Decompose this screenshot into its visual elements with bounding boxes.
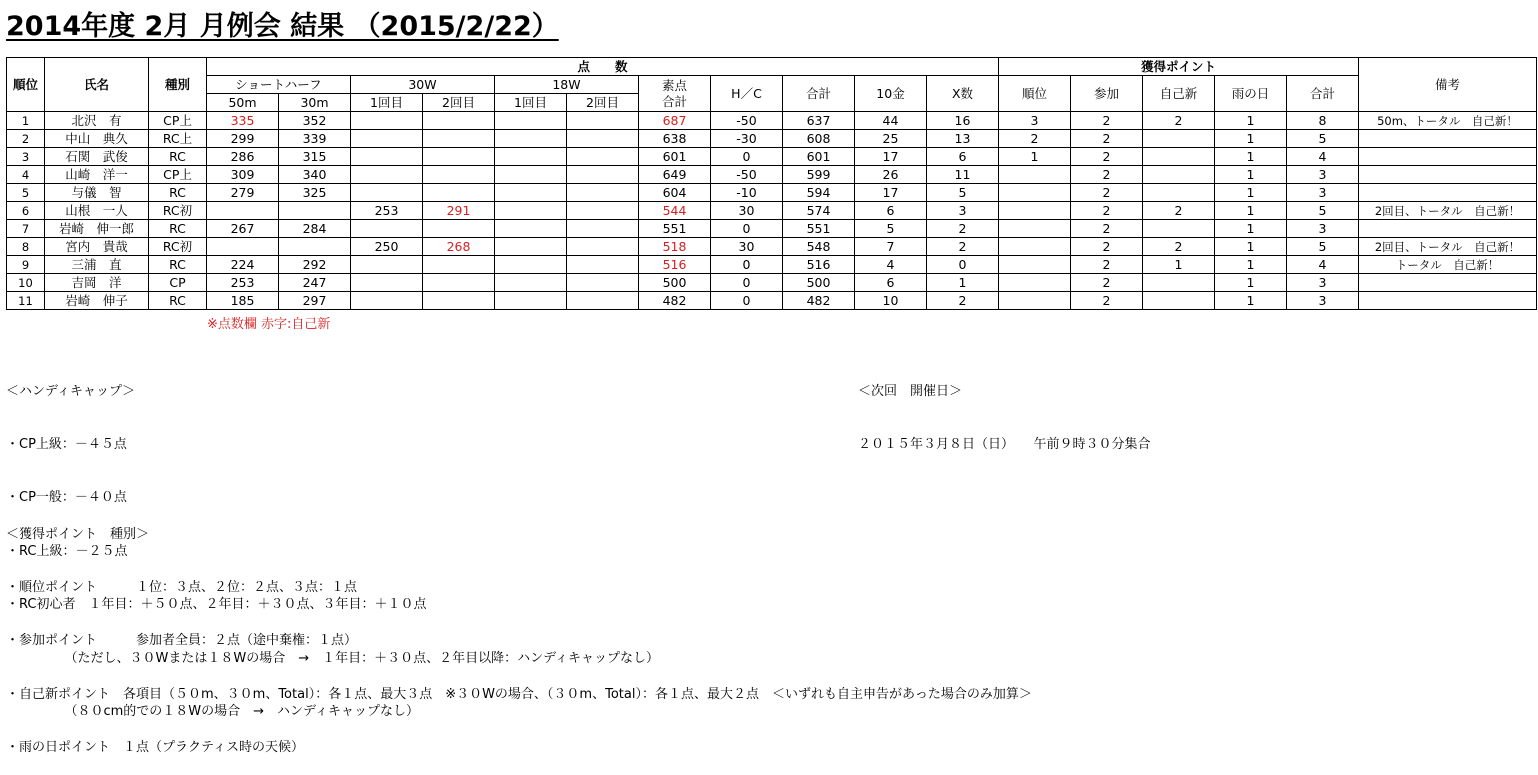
cell-p-pb: 2 bbox=[1143, 202, 1215, 220]
cell-p-total: 5 bbox=[1287, 238, 1359, 256]
cell-total: 516 bbox=[783, 256, 855, 274]
cell-p-pb: 2 bbox=[1143, 112, 1215, 130]
cell-w30-2 bbox=[423, 184, 495, 202]
cell-p-rain: 1 bbox=[1215, 112, 1287, 130]
cell-w30-1 bbox=[351, 220, 423, 238]
cell-p-rank: 3 bbox=[999, 112, 1071, 130]
cell-w18-2 bbox=[567, 112, 639, 130]
cell-w18-1 bbox=[495, 166, 567, 184]
header-18w: 18W bbox=[495, 76, 639, 94]
cell-ten: 10 bbox=[855, 292, 927, 310]
table-row bbox=[7, 112, 1537, 130]
cell-rank: 2 bbox=[7, 130, 45, 148]
table-row bbox=[7, 166, 1537, 184]
header-raw-total bbox=[639, 76, 711, 112]
cell-hc: -30 bbox=[711, 130, 783, 148]
cell-x: 1 bbox=[927, 274, 999, 292]
cell-raw: 604 bbox=[639, 184, 711, 202]
cell-w30-1 bbox=[351, 292, 423, 310]
cell-p-part: 2 bbox=[1071, 148, 1143, 166]
cell-w30-2 bbox=[423, 256, 495, 274]
cell-note bbox=[1359, 184, 1537, 202]
cell-p-total: 3 bbox=[1287, 166, 1359, 184]
cell-note: トータル 自己新！ bbox=[1359, 256, 1537, 274]
table-row bbox=[7, 220, 1537, 238]
header-name: 氏名 bbox=[45, 58, 149, 112]
cell-x: 3 bbox=[927, 202, 999, 220]
cell-p-rank bbox=[999, 184, 1071, 202]
cell-w18-1 bbox=[495, 256, 567, 274]
table-row bbox=[7, 292, 1537, 310]
cell-w30-2 bbox=[423, 292, 495, 310]
cell-w30-2 bbox=[423, 148, 495, 166]
cell-p-pb bbox=[1143, 148, 1215, 166]
cell-ten: 7 bbox=[855, 238, 927, 256]
cell-w30-1: 253 bbox=[351, 202, 423, 220]
cell-w30-1 bbox=[351, 166, 423, 184]
cell-w18-1 bbox=[495, 184, 567, 202]
cell-category: CP bbox=[149, 274, 207, 292]
cell-name: 中山 典久 bbox=[45, 130, 149, 148]
cell-m30: 325 bbox=[279, 184, 351, 202]
handicap-line: ・CP上級：－４５点 bbox=[6, 436, 127, 452]
cell-raw: 649 bbox=[639, 166, 711, 184]
cell-w18-2 bbox=[567, 202, 639, 220]
cell-x: 11 bbox=[927, 166, 999, 184]
cell-p-total: 3 bbox=[1287, 184, 1359, 202]
cell-x: 5 bbox=[927, 184, 999, 202]
cell-p-rank bbox=[999, 166, 1071, 184]
cell-x: 2 bbox=[927, 292, 999, 310]
cell-p-total: 4 bbox=[1287, 148, 1359, 166]
cell-p-total: 5 bbox=[1287, 130, 1359, 148]
cell-w18-1 bbox=[495, 274, 567, 292]
cell-category: RC bbox=[149, 292, 207, 310]
cell-hc: 30 bbox=[711, 202, 783, 220]
cell-w18-1 bbox=[495, 202, 567, 220]
cell-m50 bbox=[207, 238, 279, 256]
table-row bbox=[7, 256, 1537, 274]
cell-category: RC初 bbox=[149, 238, 207, 256]
results-body bbox=[7, 112, 1537, 310]
cell-p-part: 2 bbox=[1071, 256, 1143, 274]
cell-rank: 7 bbox=[7, 220, 45, 238]
cell-w30-2: 268 bbox=[423, 238, 495, 256]
cell-category: CP上 bbox=[149, 112, 207, 130]
header-30w-day1: 1回目 bbox=[351, 94, 423, 112]
cell-m50: 335 bbox=[207, 112, 279, 130]
handicap-line: ・CP一般：－４０点 bbox=[6, 490, 127, 506]
cell-p-part: 2 bbox=[1071, 130, 1143, 148]
points-rules-section bbox=[6, 490, 1032, 775]
cell-rank: 6 bbox=[7, 202, 45, 220]
points-rule-line: ・雨の日ポイント １点（プラクティス時の天候） bbox=[6, 740, 304, 756]
cell-name: 吉岡 洋 bbox=[45, 274, 149, 292]
cell-x: 2 bbox=[927, 238, 999, 256]
cell-note: 2回目、トータル 自己新！ bbox=[1359, 202, 1537, 220]
cell-hc: 0 bbox=[711, 148, 783, 166]
cell-raw: 516 bbox=[639, 256, 711, 274]
table-row bbox=[7, 184, 1537, 202]
cell-category: RC bbox=[149, 184, 207, 202]
cell-category: RC上 bbox=[149, 130, 207, 148]
handicap-line: ・RC上級：－２５点 bbox=[6, 543, 128, 559]
cell-p-rank bbox=[999, 292, 1071, 310]
cell-p-rain: 1 bbox=[1215, 184, 1287, 202]
cell-ten: 17 bbox=[855, 148, 927, 166]
cell-m50: 267 bbox=[207, 220, 279, 238]
handicap-line: （８０cm的での１８Wの場合 → ハンディキャップなし） bbox=[6, 703, 420, 719]
header-raw-total-line1: 素点 bbox=[661, 77, 687, 93]
points-rule-line: ・自己新ポイント 各項目（５０m、３０m、Total）：各１点、最大３点 ※３０Wの場合、（３０m、Total）：各１点、最大２点 ＜いずれも自主申告があった場合のみ加算＞ bbox=[6, 686, 1032, 702]
cell-w30-2: 291 bbox=[423, 202, 495, 220]
cell-p-rain: 1 bbox=[1215, 130, 1287, 148]
cell-hc: 0 bbox=[711, 256, 783, 274]
cell-raw: 638 bbox=[639, 130, 711, 148]
handicap-line: （ただし、３０Wまたは１８Wの場合 → １年目：＋３０点、２年目以降：ハンディキャップなし） bbox=[6, 650, 660, 666]
cell-w18-2 bbox=[567, 238, 639, 256]
cell-m30: 284 bbox=[279, 220, 351, 238]
cell-p-rank: 2 bbox=[999, 130, 1071, 148]
cell-x: 2 bbox=[927, 220, 999, 238]
cell-name: 山根 一人 bbox=[45, 202, 149, 220]
cell-total: 548 bbox=[783, 238, 855, 256]
cell-w18-2 bbox=[567, 292, 639, 310]
cell-raw: 601 bbox=[639, 148, 711, 166]
cell-p-rank bbox=[999, 238, 1071, 256]
cell-rank: 1 bbox=[7, 112, 45, 130]
cell-rank: 9 bbox=[7, 256, 45, 274]
cell-ten: 17 bbox=[855, 184, 927, 202]
cell-m50: 253 bbox=[207, 274, 279, 292]
cell-m30: 352 bbox=[279, 112, 351, 130]
cell-x: 6 bbox=[927, 148, 999, 166]
cell-name: 山崎 洋一 bbox=[45, 166, 149, 184]
cell-name: 与儀 智 bbox=[45, 184, 149, 202]
cell-p-pb bbox=[1143, 292, 1215, 310]
header-30w-day2: 2回目 bbox=[423, 94, 495, 112]
cell-p-part: 2 bbox=[1071, 202, 1143, 220]
cell-m30: 340 bbox=[279, 166, 351, 184]
cell-p-rank: 1 bbox=[999, 148, 1071, 166]
cell-m30 bbox=[279, 238, 351, 256]
next-meeting-date: ２０１５年３月８日（日） 午前９時３０分集合 bbox=[858, 436, 1151, 452]
cell-w18-2 bbox=[567, 166, 639, 184]
cell-p-rain: 1 bbox=[1215, 166, 1287, 184]
cell-note bbox=[1359, 166, 1537, 184]
cell-category: RC bbox=[149, 220, 207, 238]
cell-total: 599 bbox=[783, 166, 855, 184]
cell-p-rank bbox=[999, 202, 1071, 220]
cell-rank: 4 bbox=[7, 166, 45, 184]
cell-note bbox=[1359, 220, 1537, 238]
cell-ten: 6 bbox=[855, 274, 927, 292]
cell-raw: 551 bbox=[639, 220, 711, 238]
cell-ten: 25 bbox=[855, 130, 927, 148]
cell-p-rank bbox=[999, 256, 1071, 274]
header-18w-day2: 2回目 bbox=[567, 94, 639, 112]
cell-ten: 4 bbox=[855, 256, 927, 274]
cell-w30-1 bbox=[351, 274, 423, 292]
table-row bbox=[7, 202, 1537, 220]
cell-p-rain: 1 bbox=[1215, 238, 1287, 256]
cell-ten: 5 bbox=[855, 220, 927, 238]
cell-x: 13 bbox=[927, 130, 999, 148]
cell-rank: 11 bbox=[7, 292, 45, 310]
cell-category: RC bbox=[149, 148, 207, 166]
cell-w18-2 bbox=[567, 130, 639, 148]
cell-w18-2 bbox=[567, 220, 639, 238]
cell-raw: 687 bbox=[639, 112, 711, 130]
cell-raw: 500 bbox=[639, 274, 711, 292]
cell-w18-2 bbox=[567, 256, 639, 274]
cell-hc: 0 bbox=[711, 220, 783, 238]
cell-w30-1 bbox=[351, 112, 423, 130]
header-p-rain: 雨の日 bbox=[1215, 76, 1287, 112]
cell-hc: -10 bbox=[711, 184, 783, 202]
cell-category: CP上 bbox=[149, 166, 207, 184]
cell-note bbox=[1359, 130, 1537, 148]
cell-total: 482 bbox=[783, 292, 855, 310]
header-p-participation: 参加 bbox=[1071, 76, 1143, 112]
cell-p-pb bbox=[1143, 274, 1215, 292]
cell-name: 宮内 貴哉 bbox=[45, 238, 149, 256]
header-30w: 30W bbox=[351, 76, 495, 94]
cell-p-total: 4 bbox=[1287, 256, 1359, 274]
cell-p-total: 5 bbox=[1287, 202, 1359, 220]
results-table bbox=[6, 57, 1537, 310]
cell-p-part: 2 bbox=[1071, 112, 1143, 130]
handicap-line: ・RC初心者 １年目：＋５０点、２年目：＋３０点、３年目：＋１０点 bbox=[6, 597, 427, 613]
cell-hc: 30 bbox=[711, 238, 783, 256]
cell-rank: 8 bbox=[7, 238, 45, 256]
next-meeting-section bbox=[858, 347, 1151, 472]
cell-w30-2 bbox=[423, 112, 495, 130]
cell-total: 551 bbox=[783, 220, 855, 238]
header-notes: 備考 bbox=[1359, 58, 1537, 112]
cell-ten: 6 bbox=[855, 202, 927, 220]
cell-p-total: 3 bbox=[1287, 220, 1359, 238]
cell-w30-2 bbox=[423, 274, 495, 292]
points-rule-line: ・参加ポイント 参加者全員：２点（途中棄権：１点） bbox=[6, 633, 358, 649]
cell-w30-1 bbox=[351, 148, 423, 166]
page-title: 2014年度 2月 月例会 結果 （2015/2/22） bbox=[6, 11, 559, 42]
cell-p-part: 2 bbox=[1071, 184, 1143, 202]
cell-note: 2回目、トータル 自己新！ bbox=[1359, 238, 1537, 256]
cell-name: 岩崎 伸子 bbox=[45, 292, 149, 310]
cell-m50: 279 bbox=[207, 184, 279, 202]
cell-rank: 5 bbox=[7, 184, 45, 202]
handicap-heading: ＜ハンディキャップ＞ bbox=[6, 383, 135, 399]
cell-p-total: 3 bbox=[1287, 292, 1359, 310]
table-row bbox=[7, 238, 1537, 256]
header-p-personal-best: 自己新 bbox=[1143, 76, 1215, 112]
cell-x: 16 bbox=[927, 112, 999, 130]
cell-m50: 224 bbox=[207, 256, 279, 274]
header-18w-day1: 1回目 bbox=[495, 94, 567, 112]
cell-w30-1 bbox=[351, 184, 423, 202]
cell-w30-2 bbox=[423, 130, 495, 148]
header-50m: 50m bbox=[207, 94, 279, 112]
cell-note: 50m、トータル 自己新！ bbox=[1359, 112, 1537, 130]
points-rules-heading: ＜獲得ポイント 種別＞ bbox=[6, 526, 150, 542]
cell-category: RC初 bbox=[149, 202, 207, 220]
cell-p-pb bbox=[1143, 166, 1215, 184]
cell-w30-1 bbox=[351, 256, 423, 274]
cell-m50: 286 bbox=[207, 148, 279, 166]
cell-raw: 544 bbox=[639, 202, 711, 220]
next-meeting-heading: ＜次回 開催日＞ bbox=[858, 383, 963, 399]
cell-p-rain: 1 bbox=[1215, 202, 1287, 220]
cell-total: 500 bbox=[783, 274, 855, 292]
cell-m50: 299 bbox=[207, 130, 279, 148]
cell-p-rain: 1 bbox=[1215, 256, 1287, 274]
cell-p-rank bbox=[999, 220, 1071, 238]
header-x-count: X数 bbox=[927, 76, 999, 112]
cell-p-part: 2 bbox=[1071, 220, 1143, 238]
cell-w18-2 bbox=[567, 148, 639, 166]
cell-ten: 26 bbox=[855, 166, 927, 184]
cell-w18-2 bbox=[567, 274, 639, 292]
cell-hc: -50 bbox=[711, 112, 783, 130]
cell-name: 石関 武俊 bbox=[45, 148, 149, 166]
header-category: 種別 bbox=[149, 58, 207, 112]
cell-p-total: 8 bbox=[1287, 112, 1359, 130]
cell-hc: 0 bbox=[711, 274, 783, 292]
header-points-group: 獲得ポイント bbox=[999, 58, 1359, 76]
cell-p-rank bbox=[999, 274, 1071, 292]
cell-m50: 185 bbox=[207, 292, 279, 310]
cell-p-rain: 1 bbox=[1215, 220, 1287, 238]
cell-m30: 292 bbox=[279, 256, 351, 274]
points-rule-line: ・順位ポイント １位：３点、２位：２点、３点：１点 bbox=[6, 579, 358, 595]
cell-w30-2 bbox=[423, 166, 495, 184]
cell-raw: 518 bbox=[639, 238, 711, 256]
header-hc: H／C bbox=[711, 76, 783, 112]
header-total: 合計 bbox=[783, 76, 855, 112]
cell-total: 594 bbox=[783, 184, 855, 202]
cell-w30-1 bbox=[351, 130, 423, 148]
cell-p-total: 3 bbox=[1287, 274, 1359, 292]
cell-p-pb: 2 bbox=[1143, 238, 1215, 256]
legend-note: ※点数欄 赤字:自己新 bbox=[207, 317, 331, 332]
header-30m: 30m bbox=[279, 94, 351, 112]
cell-name: 三浦 直 bbox=[45, 256, 149, 274]
cell-rank: 3 bbox=[7, 148, 45, 166]
cell-m30 bbox=[279, 202, 351, 220]
cell-w18-1 bbox=[495, 220, 567, 238]
cell-hc: 0 bbox=[711, 292, 783, 310]
cell-p-rain: 1 bbox=[1215, 292, 1287, 310]
cell-total: 574 bbox=[783, 202, 855, 220]
cell-m50 bbox=[207, 202, 279, 220]
cell-p-part: 2 bbox=[1071, 238, 1143, 256]
cell-w18-1 bbox=[495, 238, 567, 256]
cell-w18-1 bbox=[495, 130, 567, 148]
cell-w18-1 bbox=[495, 148, 567, 166]
cell-ten: 44 bbox=[855, 112, 927, 130]
table-row bbox=[7, 148, 1537, 166]
header-p-rank: 順位 bbox=[999, 76, 1071, 112]
cell-m30: 339 bbox=[279, 130, 351, 148]
cell-name: 北沢 有 bbox=[45, 112, 149, 130]
cell-total: 637 bbox=[783, 112, 855, 130]
cell-x: 0 bbox=[927, 256, 999, 274]
cell-m30: 315 bbox=[279, 148, 351, 166]
header-p-total: 合計 bbox=[1287, 76, 1359, 112]
cell-w18-2 bbox=[567, 184, 639, 202]
cell-raw: 482 bbox=[639, 292, 711, 310]
header-short-half: ショートハーフ bbox=[207, 76, 351, 94]
cell-p-pb: 1 bbox=[1143, 256, 1215, 274]
cell-m30: 297 bbox=[279, 292, 351, 310]
cell-hc: -50 bbox=[711, 166, 783, 184]
cell-w30-2 bbox=[423, 220, 495, 238]
cell-note bbox=[1359, 148, 1537, 166]
header-score-group: 点 数 bbox=[207, 58, 999, 76]
cell-total: 601 bbox=[783, 148, 855, 166]
table-row bbox=[7, 130, 1537, 148]
table-row bbox=[7, 274, 1537, 292]
cell-rank: 10 bbox=[7, 274, 45, 292]
cell-total: 608 bbox=[783, 130, 855, 148]
cell-w30-1: 250 bbox=[351, 238, 423, 256]
cell-p-rain: 1 bbox=[1215, 274, 1287, 292]
cell-p-part: 2 bbox=[1071, 292, 1143, 310]
cell-p-rain: 1 bbox=[1215, 148, 1287, 166]
cell-w18-1 bbox=[495, 292, 567, 310]
cell-name: 岩崎 伸一郎 bbox=[45, 220, 149, 238]
cell-category: RC bbox=[149, 256, 207, 274]
cell-note bbox=[1359, 274, 1537, 292]
cell-p-pb bbox=[1143, 220, 1215, 238]
header-ten-gold: 10金 bbox=[855, 76, 927, 112]
cell-m50: 309 bbox=[207, 166, 279, 184]
cell-p-pb bbox=[1143, 184, 1215, 202]
cell-note bbox=[1359, 292, 1537, 310]
cell-p-part: 2 bbox=[1071, 274, 1143, 292]
header-raw-total-line2: 合計 bbox=[661, 93, 687, 109]
cell-p-part: 2 bbox=[1071, 166, 1143, 184]
cell-w18-1 bbox=[495, 112, 567, 130]
cell-m30: 247 bbox=[279, 274, 351, 292]
header-rank: 順位 bbox=[7, 58, 45, 112]
cell-p-pb bbox=[1143, 130, 1215, 148]
